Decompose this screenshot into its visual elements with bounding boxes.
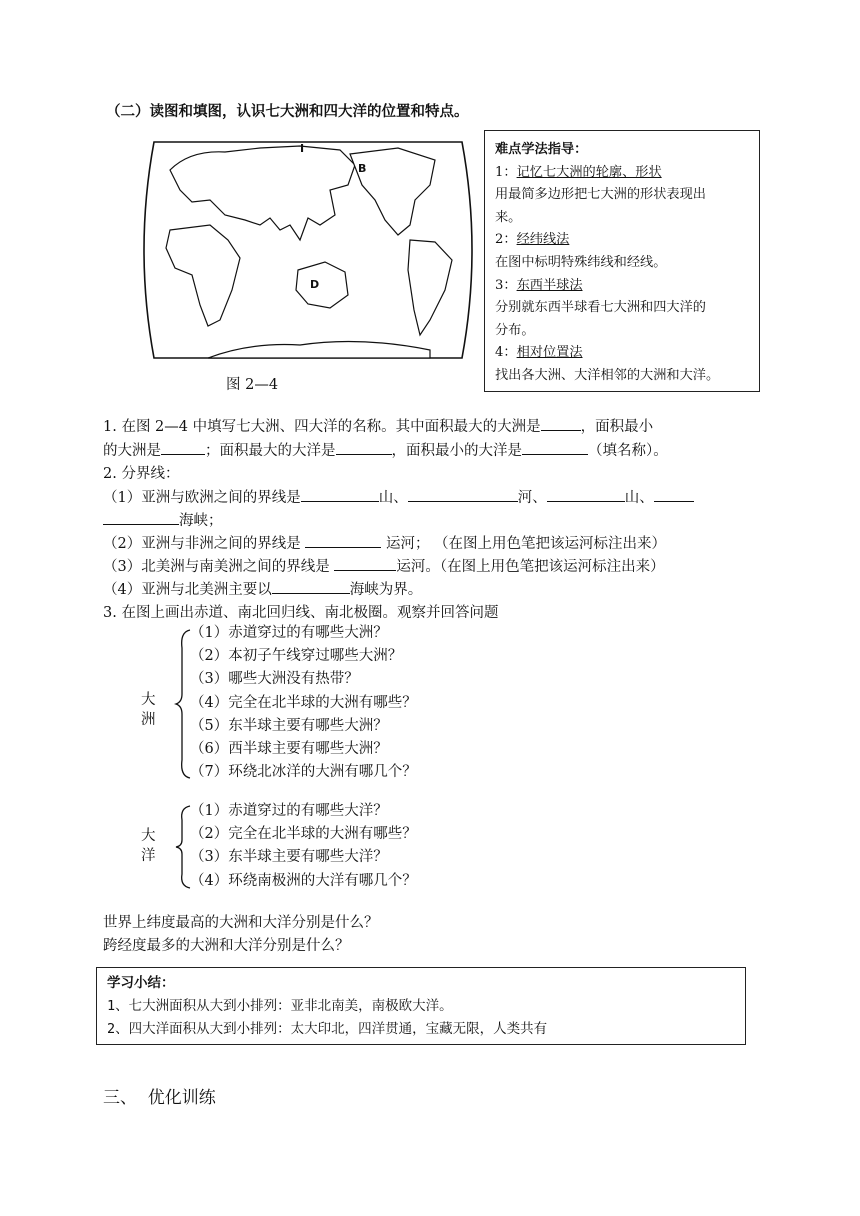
continent-question: （3）哪些大洲没有热带？ bbox=[190, 671, 359, 688]
q2-title: 2. 分界线： bbox=[103, 466, 180, 482]
guide-item-2: 2：经纬线法 bbox=[495, 232, 570, 248]
ocean-questions bbox=[190, 800, 417, 893]
answer-blank[interactable] bbox=[336, 440, 392, 455]
q2-line1-cont: 海峡； bbox=[103, 510, 223, 532]
section3-title: 三、 优化训练 bbox=[103, 1088, 216, 1108]
q1-line1: 1. 在图 2—4 中填写七大洲、四大洋的名称。其中面积最大的大洲是 ，面积最小 bbox=[103, 416, 653, 438]
guide-item-1-desc: 用最简多边形把七大洲的形状表现出 bbox=[495, 187, 706, 203]
section-title: （二）读图和填图，认识七大洲和四大洋的位置和特点。 bbox=[106, 104, 469, 120]
world-map bbox=[130, 130, 478, 370]
ocean-question: （3）东半球主要有哪些大洋？ bbox=[190, 849, 388, 866]
answer-blank[interactable] bbox=[334, 556, 396, 571]
answer-blank[interactable] bbox=[272, 579, 350, 594]
continent-question: （4）完全在北半球的大洲有哪些？ bbox=[190, 694, 417, 711]
guide-item-3-desc: 分别就东西半球看七大洲和四大洋的 bbox=[495, 300, 706, 316]
extra-questions bbox=[103, 912, 379, 958]
answer-blank[interactable] bbox=[408, 487, 518, 502]
ocean-question: （4）环绕南极洲的大洋有哪几个？ bbox=[190, 872, 417, 889]
extra-question: 世界上纬度最高的大洲和大洋分别是什么？ bbox=[103, 915, 379, 931]
continent-question: （1）赤道穿过的有哪些大洲？ bbox=[190, 625, 388, 641]
guide-item-3-desc: 分布。 bbox=[495, 322, 535, 338]
map-mark-b: B bbox=[358, 162, 367, 175]
ocean-question: （2）完全在北半球的大洲有哪些？ bbox=[190, 826, 417, 843]
continent-question: （6）西半球主要有哪些大洲？ bbox=[190, 741, 388, 758]
guide-item-1-desc: 来。 bbox=[495, 209, 522, 225]
answer-blank[interactable] bbox=[522, 440, 588, 455]
answer-blank[interactable] bbox=[301, 487, 379, 502]
map-mark-d: D bbox=[310, 278, 320, 291]
q2-line3: （3）北美洲与南美洲之间的界线是 运河。（在图上用色笔把该运河标注出来） bbox=[103, 556, 665, 578]
map-mark-i: I bbox=[300, 142, 305, 155]
continent-question: （7）环绕北冰洋的大洲有哪几个？ bbox=[190, 764, 417, 781]
continent-question: （2）本初子午线穿过哪些大洲？ bbox=[190, 648, 403, 665]
guide-title: 难点学法指导： bbox=[495, 142, 588, 157]
answer-blank[interactable] bbox=[547, 487, 625, 502]
guide-item-2-desc: 在图中标明特殊纬线和经线。 bbox=[495, 254, 667, 270]
q2-line2: （2）亚洲与非洲之间的界线是 运河； （在图上用色笔把该运河标注出来） bbox=[103, 533, 666, 555]
guide-item-3: 3：东西半球法 bbox=[495, 277, 583, 293]
continents-label: 大 洲 bbox=[141, 692, 156, 728]
answer-blank[interactable] bbox=[161, 440, 205, 455]
extra-question: 跨经度最多的大洲和大洋分别是什么？ bbox=[103, 938, 350, 954]
summary-line: 1、七大洲面积从大到小排列：亚非北南美，南极欧大洋。 bbox=[107, 998, 453, 1014]
answer-blank[interactable] bbox=[541, 416, 581, 431]
answer-blank[interactable] bbox=[103, 510, 179, 525]
q3-title: 3. 在图上画出赤道、南北回归线、南北极圈。观察并回答问题 bbox=[103, 605, 499, 621]
guide-item-4-desc: 找出各大洲、大洋相邻的大洲和大洋。 bbox=[495, 367, 720, 383]
answer-blank[interactable] bbox=[305, 533, 381, 548]
q2-line4: （4）亚洲与北美洲主要以 海峡为界。 bbox=[103, 579, 422, 601]
summary-line: 2、四大洋面积从大到小排列：太大印北，四洋贯通，宝藏无限，人类共有 bbox=[107, 1021, 548, 1037]
continent-questions bbox=[190, 622, 417, 784]
oceans-label: 大 洋 bbox=[141, 828, 156, 864]
guide-item-1: 1：记忆七大洲的轮廓、形状 bbox=[495, 164, 662, 180]
guide-item-4: 4：相对位置法 bbox=[495, 345, 583, 361]
q1-line2: 的大洲是 ；面积最大的大洋是 ，面积最小的大洋是 （填名称）。 bbox=[103, 440, 668, 462]
summary-title: 学习小结： bbox=[107, 975, 175, 991]
summary-box bbox=[96, 967, 746, 1045]
answer-blank[interactable] bbox=[654, 487, 694, 502]
study-guide-box bbox=[484, 130, 760, 392]
map-caption: 图 2—4 bbox=[226, 377, 279, 393]
q2-line1: （1）亚洲与欧洲之间的界线是 山、 河、 山、 bbox=[103, 487, 694, 509]
ocean-question: （1）赤道穿过的有哪些大洋？ bbox=[190, 803, 388, 819]
continent-question: （5）东半球主要有哪些大洲？ bbox=[190, 717, 388, 734]
